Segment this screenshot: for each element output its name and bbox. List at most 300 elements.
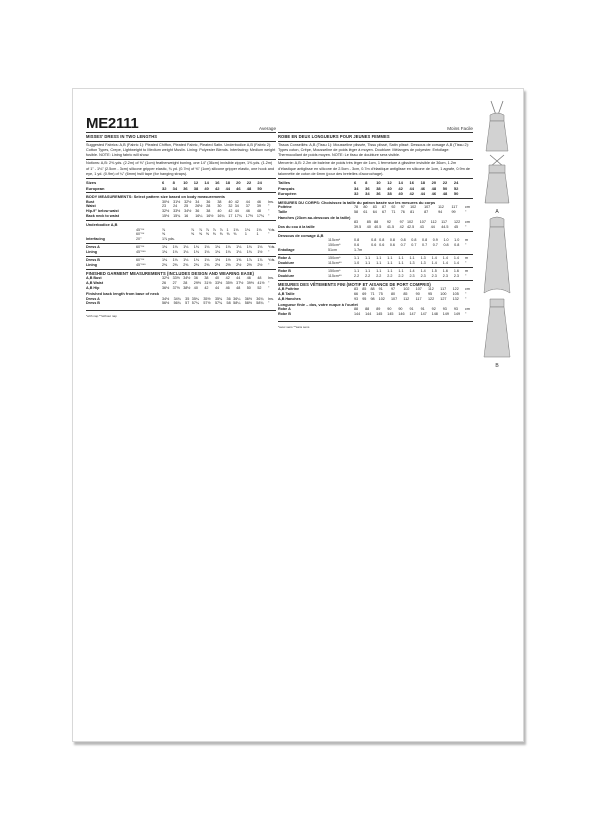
cell-value: 44.5 xyxy=(441,225,449,230)
row-label: Doublure xyxy=(278,260,295,265)
cell-value: 48 xyxy=(431,185,437,191)
cell-value: 149 xyxy=(453,312,460,317)
cell-value: 127 xyxy=(440,297,447,301)
cell-value: 90 xyxy=(398,307,403,312)
cell-value: 41.5 xyxy=(386,225,395,230)
cell-value: 2⅜ xyxy=(193,262,199,267)
cell-value: 1⅛ xyxy=(193,258,199,263)
cell-value: 100 xyxy=(440,292,447,297)
cell-value: 76 xyxy=(400,209,405,214)
row-unit: cm xyxy=(465,204,470,209)
row-label: Dress B xyxy=(86,258,100,263)
cell-value: 88 xyxy=(370,287,375,292)
row-unit: Ins. xyxy=(268,276,274,281)
cell-value: 48 xyxy=(257,276,262,281)
table-row xyxy=(86,250,276,255)
cell-value: 16 xyxy=(214,180,220,186)
underbodice-label-en: Underbodice A,B xyxy=(86,222,118,228)
cell-value: 38 xyxy=(217,199,222,204)
cell-value: 44 xyxy=(236,276,241,281)
row-unit: " xyxy=(465,273,467,278)
cell-value: 2.3 xyxy=(442,273,448,278)
cell-value: 6 xyxy=(354,180,357,186)
cell-value: 91 xyxy=(409,307,414,312)
cell-value: 91 xyxy=(420,307,425,312)
cell-value: 122 xyxy=(453,220,461,225)
row-label: A,B Taille xyxy=(278,292,295,297)
row-label: Entoilage xyxy=(278,248,295,253)
cell-value: 1.1 xyxy=(387,268,393,273)
cell-value: 0.7 xyxy=(411,243,417,248)
cell-value: 1.4 xyxy=(453,260,459,265)
dress-a-back xyxy=(485,155,509,203)
row-unit: " xyxy=(268,262,270,267)
row-label: A,B Waist xyxy=(86,281,104,286)
cell-value: 36 xyxy=(226,296,231,301)
cell-value: 80 xyxy=(390,292,396,297)
cell-value: 16¼ xyxy=(195,214,203,219)
cell-value: ⅞ xyxy=(190,227,195,232)
cell-value: 1.1 xyxy=(398,256,404,261)
row-unit: Yds. xyxy=(268,227,276,232)
cell-value: 20 xyxy=(431,180,437,186)
row-label: Doublure xyxy=(278,273,295,278)
cell-value: 2.2 xyxy=(365,273,371,278)
cell-value: 1⅛ xyxy=(204,250,210,255)
cell-value: 46 xyxy=(245,209,250,214)
cell-value: 18 xyxy=(225,180,231,186)
back-length-heading-en: Finished back length from base of neck xyxy=(86,291,160,297)
cell-value: 2.3 xyxy=(453,273,459,278)
cell-value: 71 xyxy=(370,292,375,297)
cell-value: 2.3 xyxy=(431,273,437,278)
cell-value: 42 xyxy=(228,209,233,214)
row-unit: Yds. xyxy=(268,258,276,263)
row-label: Taille xyxy=(278,209,288,214)
cell-value: 1½ xyxy=(257,250,263,255)
cell-value: 1.4 xyxy=(442,260,448,265)
cell-value: 83 xyxy=(372,204,377,209)
cell-value: 58 xyxy=(226,301,231,306)
row-unit: m xyxy=(465,268,469,273)
cell-value: 44 xyxy=(225,185,231,191)
body-measurements-table-fr xyxy=(278,205,473,215)
row-unit xyxy=(371,248,379,253)
cell-value: 26 xyxy=(162,281,167,286)
cell-value: 37½ xyxy=(236,281,244,286)
cell-value: 0.8 xyxy=(379,238,385,243)
cell-value: 32 xyxy=(228,204,233,209)
row-width xyxy=(136,186,162,191)
cell-value: 12 xyxy=(193,180,199,186)
cell-value: 38 xyxy=(376,185,381,191)
dress-illustration-icon xyxy=(473,95,521,395)
cell-value: 112 xyxy=(430,220,437,225)
row-width: 150cm* xyxy=(328,268,341,273)
cell-value: 1⅝ xyxy=(236,258,242,263)
cell-value: 36 xyxy=(206,199,211,204)
cell-value: 107 xyxy=(419,220,426,225)
cell-value: 38 xyxy=(204,276,209,281)
row-width: 150cm* xyxy=(328,256,341,261)
cell-value: 40 xyxy=(366,225,371,230)
cell-value: 35 xyxy=(185,296,190,301)
row-unit: cm xyxy=(465,220,470,225)
body-measurements-table-en xyxy=(86,200,276,220)
cell-value: 75 xyxy=(378,292,383,297)
cell-value: 42 xyxy=(409,191,414,197)
cell-value: 34 xyxy=(354,185,359,191)
cell-value: 42 xyxy=(214,185,220,191)
cell-value: 41½ xyxy=(257,281,265,286)
cell-value: 16 xyxy=(409,180,414,186)
cell-value: 1.0 xyxy=(454,238,460,243)
cell-value: 85 xyxy=(403,292,408,297)
cell-value: 0.9 xyxy=(432,238,438,243)
cell-value: 34½ xyxy=(183,276,191,281)
cell-value: 24 xyxy=(453,180,459,186)
cell-value: 85 xyxy=(366,220,371,225)
cell-value: 92 xyxy=(386,220,391,225)
dress-b-back xyxy=(484,299,510,357)
cell-value: 48 xyxy=(236,286,241,291)
cell-value: 61 xyxy=(363,209,368,214)
cell-value: 40 xyxy=(214,276,220,281)
cell-value: 57 xyxy=(185,301,190,306)
cell-value: 1⅛ xyxy=(172,245,178,250)
label-b: B xyxy=(495,363,499,369)
cell-value: 0.6 xyxy=(379,243,385,248)
cell-value: 0.7 xyxy=(422,243,428,248)
sizes-table-fr xyxy=(278,180,473,196)
cell-value: 17½ xyxy=(245,214,253,219)
row-unit xyxy=(191,237,199,242)
cell-value: 147 xyxy=(420,312,427,317)
cell-value: 34 xyxy=(365,191,370,197)
cell-value: 44 xyxy=(234,209,239,214)
row-label: A,B Hip xyxy=(86,286,100,291)
cell-value: 1.1 xyxy=(365,260,371,265)
cell-value: 71 xyxy=(391,209,396,214)
cell-value: 32 xyxy=(162,185,167,191)
cell-value: 15½ xyxy=(162,214,170,219)
cell-value: 2½ xyxy=(214,262,221,267)
cell-value: 18 xyxy=(420,180,426,186)
cell-value: 1⅛ xyxy=(225,245,231,250)
cell-value: 1⅞ yds. xyxy=(162,237,175,242)
cell-value: 34½ xyxy=(184,209,192,214)
french-column xyxy=(278,113,473,329)
cell-value: 1.4 xyxy=(431,260,437,265)
row-label: Robe A xyxy=(278,256,291,261)
row-label: Interfacing xyxy=(86,237,105,242)
cell-value: 0.8 xyxy=(354,238,360,243)
row-unit: " xyxy=(268,209,270,214)
cell-value: 93 xyxy=(354,297,359,301)
cell-value: 56½ xyxy=(162,301,170,306)
row-width: 115cm** xyxy=(328,273,342,278)
cell-value: 17¼ xyxy=(234,214,242,219)
body-measurements-heading-en: BODY MEASUREMENTS: Select pattern size based on body measurements xyxy=(86,194,225,200)
cell-value: 36 xyxy=(365,185,370,191)
row-label: Dress A xyxy=(86,296,100,301)
cell-value: 85 xyxy=(362,287,367,292)
cell-value: 32 xyxy=(354,191,359,197)
cell-value: 98 xyxy=(370,297,375,301)
cell-value: 87 xyxy=(424,209,429,214)
cell-value: 2.2 xyxy=(376,273,382,278)
cell-value: 1⅛ xyxy=(162,245,168,250)
back-length-table-fr xyxy=(278,307,473,317)
row-unit: Ins. xyxy=(268,199,274,204)
row-label: Sizes xyxy=(86,180,97,186)
cell-value: 1⅛ xyxy=(183,258,189,263)
pattern-number: ME2111 xyxy=(86,115,139,132)
cell-value: 95 xyxy=(362,297,367,301)
row-width xyxy=(136,214,162,219)
cell-value: 102 xyxy=(378,297,385,301)
row-width: 60"** xyxy=(136,258,145,263)
row-unit: " xyxy=(465,260,467,265)
cell-value: 88 xyxy=(365,307,370,312)
cell-value: 44 xyxy=(430,225,435,230)
cell-value: 97 xyxy=(399,220,404,225)
row-unit: cm xyxy=(465,287,470,292)
row-label: Poitrine xyxy=(278,204,292,209)
row-unit: " xyxy=(268,214,270,219)
table-row xyxy=(278,248,473,253)
cell-value: 97 xyxy=(390,287,396,292)
cell-value: 144 xyxy=(365,312,372,317)
hips-table-fr xyxy=(278,220,473,230)
cell-value: 147 xyxy=(409,312,416,317)
sizes-table-en xyxy=(86,180,276,191)
cell-value: 1.3 xyxy=(420,260,426,265)
cell-value: 24 xyxy=(173,204,178,209)
cell-value: ⅝ xyxy=(212,232,216,237)
cell-value: 57½ xyxy=(203,301,211,306)
row-width xyxy=(328,312,354,317)
cell-value: 67 xyxy=(382,209,387,214)
cell-value: ⅝ xyxy=(226,232,230,237)
cell-value: 34 xyxy=(172,185,178,191)
cell-value: 36 xyxy=(183,185,188,191)
cell-value: 36¼ xyxy=(233,296,241,301)
row-unit xyxy=(465,191,473,196)
table-row xyxy=(86,237,276,242)
cell-value: 8 xyxy=(172,180,175,186)
cell-value: 31½ xyxy=(204,281,212,286)
cell-value: 117 xyxy=(451,204,458,209)
cell-value: 39½ xyxy=(246,281,254,286)
footnote-fr: *avec sens **sans sens xyxy=(278,325,310,330)
cell-value: 33½ xyxy=(172,276,180,281)
underbodice-table-en xyxy=(86,228,276,243)
cell-value: 16½ xyxy=(206,214,214,219)
row-width: 115cm* xyxy=(328,238,341,243)
row-unit: " xyxy=(465,312,467,317)
cell-value: 1⅛ xyxy=(204,258,210,263)
cell-value: 46 xyxy=(246,276,251,281)
row-width: 60"** xyxy=(136,245,145,250)
cell-value: 23 xyxy=(162,204,167,209)
cell-value: 58 xyxy=(354,209,359,214)
row-label: Européen xyxy=(278,191,297,197)
row-label: Robe B xyxy=(278,312,291,317)
cell-value: 1.7m xyxy=(354,248,363,253)
cell-value: 35¾ xyxy=(214,296,223,301)
label-a: A xyxy=(495,209,499,215)
row-width: 51cm xyxy=(328,248,338,253)
row-label: Waist xyxy=(86,204,96,209)
cell-value: 1⅛ xyxy=(233,227,239,232)
row-unit: " xyxy=(268,204,270,209)
row-width xyxy=(136,301,162,306)
cell-value: 1⅞ xyxy=(257,258,263,263)
cell-value: 2⅜ xyxy=(172,262,178,267)
cell-value: 83 xyxy=(354,220,359,225)
cell-value: 38 xyxy=(387,191,392,197)
dress-b-front xyxy=(484,217,510,293)
finished-heading-en: FINISHED GARMENT MEASUREMENTS (INCLUDES DESIGN AND WEARING EASE) xyxy=(86,270,254,276)
cell-value: 0.6 xyxy=(371,243,377,248)
cell-value: 0.7 xyxy=(432,243,438,248)
cell-value: 17¾ xyxy=(256,214,265,219)
cell-value: 0.8 xyxy=(400,238,406,243)
cell-value: 15¾ xyxy=(173,214,181,219)
row-unit: Ins. xyxy=(268,296,274,301)
cell-value: ⅝ xyxy=(198,232,203,237)
cell-value: 2⅜ xyxy=(204,262,210,267)
cell-value: 34½ xyxy=(162,296,170,301)
row-unit: " xyxy=(465,243,467,248)
cell-value: 93 xyxy=(442,307,447,312)
cell-value: 56¾ xyxy=(173,301,181,306)
difficulty-en: Average xyxy=(258,126,276,131)
cell-value: 1.5 xyxy=(431,268,437,273)
cell-value: 0.6 xyxy=(389,243,395,248)
row-width: 20" xyxy=(136,237,142,242)
cell-value: 1⅛ xyxy=(214,250,221,255)
cell-value: ⅞ xyxy=(219,227,223,232)
cell-value: 2⅜ xyxy=(183,262,189,267)
row-width: 150cm* xyxy=(328,243,341,248)
cell-value: 92 xyxy=(431,307,436,312)
cell-value: 0.8 xyxy=(371,238,377,243)
hips-heading-fr: Hanches (23cm au-dessous de la taille) xyxy=(278,214,351,220)
cell-value: 1.1 xyxy=(387,256,393,261)
cell-value: 34 xyxy=(195,199,200,204)
row-unit: Yds. xyxy=(268,245,276,250)
cell-value: ⅞ xyxy=(212,227,216,232)
cell-value: 88 xyxy=(374,220,379,225)
cell-value: 28 xyxy=(183,281,188,286)
cell-value: 1⅛ xyxy=(257,245,263,250)
row-label: Robe B xyxy=(278,268,291,273)
cell-value: 44 xyxy=(409,185,414,191)
cell-value: 1.3 xyxy=(409,260,415,265)
row-unit: m xyxy=(465,256,469,261)
cell-value: 57¾ xyxy=(214,301,223,306)
cell-value: 42 xyxy=(399,225,404,230)
garment-heading-en: MISSES' DRESS IN TWO LENGTHS xyxy=(86,134,158,139)
row-label: Back neck to waist xyxy=(86,214,119,219)
cell-value: 93 xyxy=(453,307,458,312)
cell-value: 90 xyxy=(415,292,420,297)
cell-value: 39 xyxy=(256,204,261,209)
cell-value: 35½ xyxy=(203,296,211,301)
cell-value: 2.3 xyxy=(409,273,415,278)
cell-value: 6 xyxy=(162,180,165,186)
cell-value: 122 xyxy=(427,297,435,301)
cell-value: 29½ xyxy=(193,281,201,286)
cell-value: ⅝ xyxy=(205,232,209,237)
cell-value: 27 xyxy=(172,281,177,286)
cell-value: 1.1 xyxy=(354,256,360,261)
cell-value: 36 xyxy=(193,276,198,281)
cell-value: 44 xyxy=(214,286,220,291)
row-unit: " xyxy=(268,301,270,306)
cell-value: 149 xyxy=(442,312,449,317)
cell-value: 52 xyxy=(257,286,262,291)
cell-value: 25 xyxy=(184,204,189,209)
cell-value: 57¼ xyxy=(191,301,199,306)
cell-value: 0.8 xyxy=(443,243,449,248)
row-width xyxy=(328,225,354,230)
cell-value: 33½ xyxy=(214,281,223,286)
cell-value: 99 xyxy=(451,209,456,214)
cell-value: 1⅛ xyxy=(183,245,189,250)
cell-value: 94 xyxy=(438,209,443,214)
cell-value: 0.8 xyxy=(422,238,428,243)
row-label: Tailles xyxy=(278,180,291,186)
row-unit: m xyxy=(465,238,469,243)
cell-value: 102 xyxy=(406,220,414,225)
cell-value: 40 xyxy=(204,185,209,191)
cell-value: 1.1 xyxy=(376,260,382,265)
cell-value: 145 xyxy=(387,312,394,317)
cell-value: 1⅛ xyxy=(236,250,242,255)
cell-value: ⅞ xyxy=(198,227,203,232)
cell-value: 43 xyxy=(419,225,424,230)
cell-value: 1.4 xyxy=(453,256,459,261)
dress-a-table-fr xyxy=(278,256,473,266)
row-width: 45"*** xyxy=(136,250,146,255)
table-row xyxy=(278,191,473,196)
cell-value: 52 xyxy=(453,185,459,191)
cell-value: 112 xyxy=(438,204,444,209)
cell-value: 44 xyxy=(245,199,250,204)
cell-value: 1½ xyxy=(225,258,231,263)
table-row xyxy=(86,186,276,191)
cell-value: 34 xyxy=(234,204,239,209)
cell-value: 2½ xyxy=(257,262,263,267)
cell-value: 28 xyxy=(206,204,211,209)
cell-value: 1.1 xyxy=(365,268,371,273)
cell-value: 16¾ xyxy=(217,214,225,219)
cell-value: 36¾ xyxy=(256,296,264,301)
cell-value: 1⅛ xyxy=(246,245,252,250)
back-length-table-en xyxy=(86,297,276,307)
cell-value: 1⅞ xyxy=(246,258,252,263)
row-unit: " xyxy=(268,232,270,237)
cell-value: 17 xyxy=(228,214,233,219)
row-unit: " xyxy=(268,250,270,255)
row-unit: cm xyxy=(465,307,470,312)
cell-value: 1⅛ xyxy=(256,227,262,232)
cell-value: 105 xyxy=(452,292,459,297)
cell-value: 102 xyxy=(403,287,410,292)
